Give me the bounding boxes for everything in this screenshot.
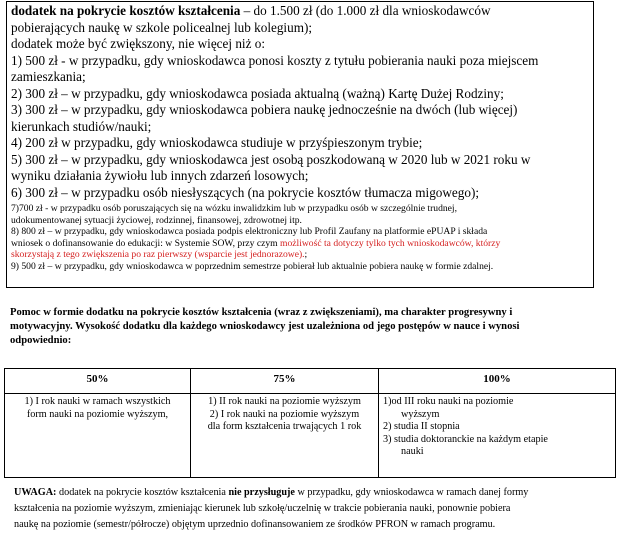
uwaga-line-2: kształcenia na poziomie wyższym, zmieniając kierunek lub szkołę/uczelnię w trakcie pobierania nauki, ponownie pobiera	[14, 502, 511, 514]
box-line-7: kierunkach studiów/nauki;	[11, 118, 152, 134]
box-line-6: 3) 300 zł – w przypadku, gdy wnioskodawca pobiera naukę jednocześnie na dwóch (lub więcej)	[11, 102, 518, 117]
small-line-7a: 7)700 zł - w przypadku osób poruszających się na wózku inwalidzkim lub w przypadku osób w szczególnie trudnej,	[11, 203, 457, 214]
red-note: możliwość ta dotyczy tylko tych wnioskodawców, którzy	[280, 237, 501, 249]
uwaga-label: UWAGA:	[14, 487, 57, 498]
box-heading: dodatek na pokrycie kosztów kształcenia	[11, 3, 241, 18]
header-50: 50%	[5, 369, 191, 394]
uwaga-line-1: UWAGA: dodatek na pokrycie kosztów kształcenia nie przysługuje w przypadku, gdy wnioskodawca w ramach danej formy	[14, 487, 529, 498]
box-line-9: 5) 300 zł – w przypadku, gdy wnioskodawca jest osobą poszkodowaną w 2020 lub w 2021 roku w	[11, 151, 531, 167]
table-row	[5, 394, 616, 478]
box-line-11: 6) 300 zł – w przypadku osób niesłyszących (na pokrycie kosztów tłumacza migowego);	[11, 184, 480, 200]
uwaga-line-3: naukę na poziomie (semestr/półrocze) objętym uprzednio dofinansowaniem ze środków PFRON w ramach programu.	[14, 518, 496, 530]
box-line-1: pobierających naukę w szkole policealnej lub kolegium);	[11, 19, 313, 35]
pomoc-line-0: Pomoc w formie dodatku na pokrycie kosztów kształcenia (wraz z zwiększeniami), ma charakter progresywny i	[10, 307, 513, 318]
header-75: 75%	[191, 369, 379, 394]
small-line-9: 9) 500 zł – w przypadku, gdy wnioskodawca w poprzednim semestrze pobierał lub aktualnie pobiera naukę w formie zdalnej.	[11, 260, 494, 272]
percentage-table	[4, 368, 616, 478]
box-line-2: dodatek może być zwiększony, nie więcej niż o:	[11, 36, 266, 51]
box-line-3: 1) 500 zł - w przypadku, gdy wnioskodawca ponosi koszty z tytułu pobierania nauki poza miejscem	[11, 52, 539, 68]
box-line-5: 2) 300 zł – w przypadku, gdy wnioskodawca posiada aktualną (ważną) Kartę Dużej Rodziny;	[11, 85, 504, 101]
pomoc-line-1: motywacyjny. Wysokość dodatku dla każdego wnioskodawcy jest uzależniona od jego postępów w nauce i wynosi	[10, 321, 520, 333]
cell-75: 1) II rok nauki na poziomie wyższym 2) I rok nauki na poziomie wyższym dla form kształcenia trwających 1 rok	[191, 394, 379, 478]
pomoc-line-2: odpowiednio:	[10, 335, 72, 347]
small-line-8c: skorzystają z tego zwiększenia po raz pierwszy (wsparcie jest jednorazowe).;	[11, 249, 308, 261]
pomoc-paragraph	[10, 306, 595, 349]
header-100: 100%	[379, 369, 616, 394]
red-note-cont: skorzystają z tego zwiększenia po raz pierwszy (wsparcie jest jednorazowe).	[11, 249, 305, 261]
cell-100: 1)od III roku nauki na poziomie wyższym 2) studia II stopnia 3) studia doktoranckie na każdym etapie nauki	[379, 394, 616, 478]
box-line-10: wyniku działania żywiołu lub innych zdarzeń losowych;	[11, 168, 309, 183]
box-line-0: dodatek na pokrycie kosztów kształcenia – do 1.500 zł (do 1.000 zł dla wnioskodawców	[11, 3, 491, 18]
small-line-8b: wniosek o dofinansowanie do edukacji: w Systemie SOW, przy czym możliwość ta dotyczy tylko tych wnioskodawców, którzy	[11, 237, 501, 249]
table-header-row	[5, 369, 616, 394]
uwaga-note	[14, 485, 614, 532]
funding-box	[6, 1, 594, 288]
box-line-8: 4) 200 zł w przypadku, gdy wnioskodawca studiuje w przyśpieszonym trybie;	[11, 135, 423, 150]
box-line-4: zamieszkania;	[11, 69, 86, 84]
small-line-8a: 8) 800 zł – w przypadku, gdy wnioskodawca posiada podpis elektroniczny lub Profil Zaufany na platformie ePUAP i składa	[11, 226, 488, 238]
small-line-7b: udokumentowanej sytuacji życiowej, rodzinnej, finansowej, zdrowotnej itp.	[11, 214, 302, 226]
cell-50: 1) I rok nauki w ramach wszystkich form nauki na poziomie wyższym,	[5, 394, 191, 478]
